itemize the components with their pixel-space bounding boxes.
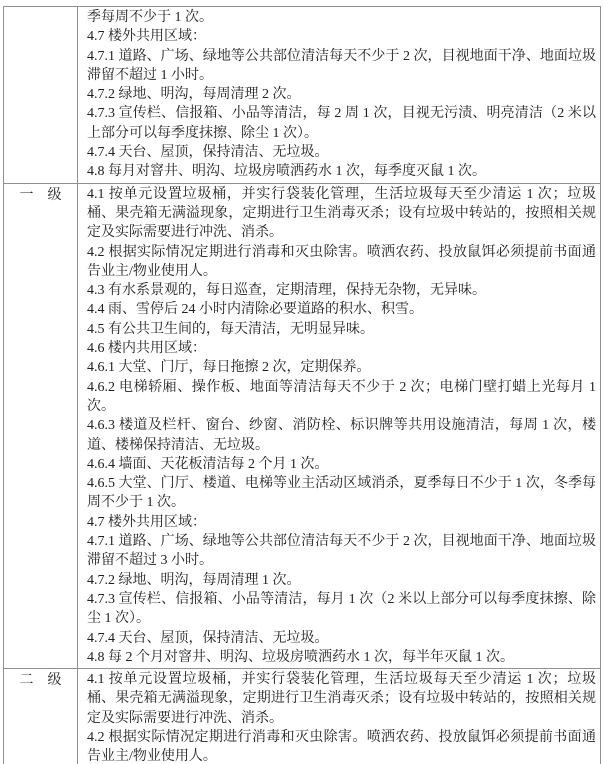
standard-item: 季每周不少于 1 次。: [87, 10, 213, 25]
standard-item: 4.6.3 楼道及栏杆、窗台、纱窗、消防栓、标识牌等共用设施清洁，每周 1 次，楼道、楼梯保持清洁、无垃圾。: [87, 418, 596, 453]
table-row-level-2: [4, 669, 601, 764]
standard-item: 4.7 楼外共用区域：: [87, 29, 206, 45]
standard-item: 4.7 楼外共用区域：: [87, 514, 206, 530]
level-label-cell: [4, 183, 78, 668]
standard-item: 4.6.5 大堂、门厅、楼道、电梯等业主活动区域消杀，夏季每日不少于 1 次，冬季每周不少于 1 次。: [87, 476, 596, 511]
standard-item: 4.3 有水系景观的，每日巡查，定期清理，保持无杂物，无异味。: [87, 283, 486, 299]
standard-item: 4.7.1 道路、广场、绿地等公共部位清洁每天不少于 2 次，目视地面干净、地面垃圾滞留不超过 3 小时。: [87, 534, 596, 569]
standard-item: 4.8 每月对窨井、明沟、垃圾房喷洒药水 1 次，每季度灭鼠 1 次。: [87, 164, 486, 180]
standard-item: 4.7.1 道路、广场、绿地等公共部位清洁每天不少于 2 次，目视地面干净、地面垃圾滞留不超过 1 小时。: [87, 48, 596, 83]
standards-content-cell: [78, 7, 601, 184]
standard-item: 4.2 根据实际情况定期进行消毒和灭虫除害。喷洒农药、投放鼠饵必须提前书面通告业主/物业使用人。: [87, 244, 596, 279]
service-standard-table: [3, 6, 601, 764]
standard-item: 4.7.3 宣传栏、信报箱、小品等清洁，每 2 周 1 次，目视无污渍、明亮清洁（2 米以上部分可以每季度抹擦、除尘 1 次）。: [87, 106, 596, 141]
level-label-cell: [4, 669, 78, 764]
level-label: 一 级: [19, 187, 62, 203]
standard-item: 4.7.4 天台、屋顶，保持清洁、无垃圾。: [87, 145, 329, 161]
standard-item: 4.4 雨、雪停后 24 小时内清除必要道路的积水、积雪。: [87, 302, 423, 318]
standard-item: 4.7.2 绿地、明沟，每周清理 2 次。: [87, 87, 301, 103]
standard-item: 4.8 每 2 个月对窨井、明沟、垃圾房喷洒药水 1 次，每半年灭鼠 1 次。: [87, 649, 514, 665]
standard-item: 4.2 根据实际情况定期进行消毒和灭虫除害。喷洒农药、投放鼠饵必须提前书面通告业主/物业使用人。: [87, 729, 596, 764]
standard-item: 4.6.1 大堂、门厅，每日拖擦 2 次，定期保养。: [87, 360, 371, 376]
standard-item: 4.6.4 墙面、天花板清洁每 2 个月 1 次。: [87, 456, 329, 472]
level-label: 二 级: [19, 673, 62, 689]
standard-item: 4.7.3 宣传栏、信报箱、小品等清洁，每月 1 次（2 米以上部分可以每季度抹擦、除尘 1 次）。: [87, 591, 596, 627]
standard-item: 4.6 楼内共用区域：: [87, 341, 206, 357]
standard-item: 4.6.2 电梯轿厢、操作板、地面等清洁每天不少于 2 次；电梯门壁打蜡上光每月 1 次。: [87, 379, 596, 414]
level-label-cell: [4, 7, 78, 184]
standard-item: 4.1 按单元设置垃圾桶，并实行袋装化管理，生活垃圾每天至少清运 1 次；垃圾桶、果壳箱无满溢现象，定期进行卫生消毒灭杀；设有垃圾中转站的，按照相关规定及实际需要进行冲洗、消杀。: [87, 672, 596, 726]
standards-content-cell: [78, 183, 601, 668]
table-row-continuation: [4, 7, 601, 184]
standard-item: 4.5 有公共卫生间的，每天清洁，无明显异味。: [87, 321, 374, 337]
standards-content-cell: [78, 669, 601, 764]
standard-item: 4.7.4 天台、屋顶，保持清洁、无垃圾。: [87, 630, 329, 646]
standard-item: 4.1 按单元设置垃圾桶，并实行袋装化管理，生活垃圾每天至少清运 1 次；垃圾桶、果壳箱无满溢现象，定期进行卫生消毒灭杀；设有垃圾中转站的，按照相关规定及实际需要进行冲洗、消杀。: [87, 186, 596, 241]
standard-item: 4.7.2 绿地、明沟，每周清理 1 次。: [87, 572, 301, 588]
table-row-level-1: [4, 183, 601, 668]
